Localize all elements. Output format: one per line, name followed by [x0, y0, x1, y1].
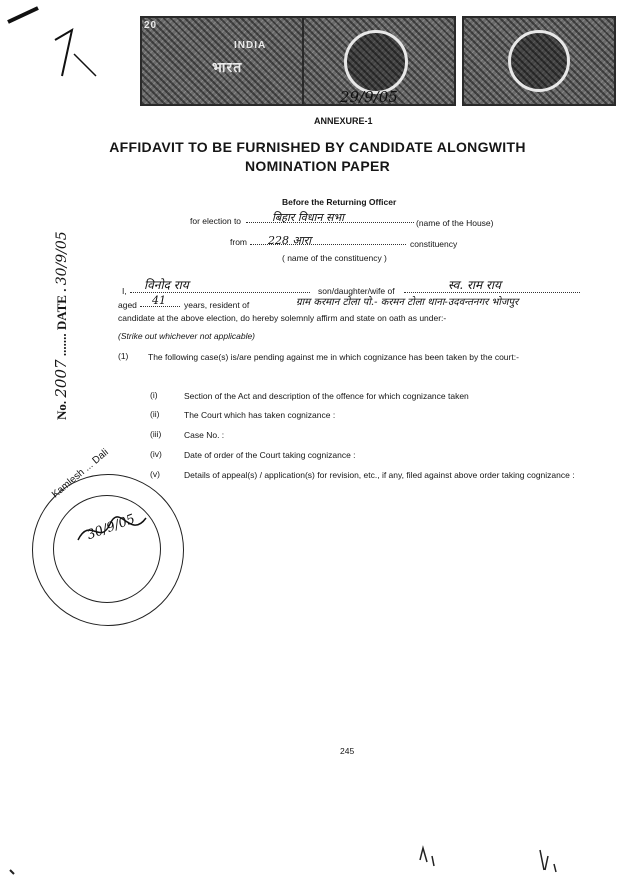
item-text: The Court which has taken cognizance : — [184, 410, 336, 420]
house-suffix: (name of the House) — [416, 218, 494, 228]
declaration-line3: candidate at the above election, do hereby solemnly affirm and state on oath as under:- — [118, 313, 447, 323]
page-number: 245 — [340, 746, 355, 756]
stamp-country: INDIA — [234, 40, 267, 51]
age-hand: 41 — [152, 294, 166, 307]
item-text: Section of the Act and description of the offence for which cognizance taken — [184, 391, 469, 401]
date-label: DATE — [54, 295, 69, 331]
section-number: (1) — [118, 351, 129, 361]
section-text: The following case(s) is/are pending against me in which cognizance has been taken by the court:- — [148, 352, 519, 362]
signature-scribble-icon — [74, 510, 154, 550]
seal-ring-text: Kamlesh ... Dali — [50, 446, 111, 501]
i-label: I, — [122, 286, 127, 296]
stamp-paper-left — [140, 16, 306, 106]
margin-serial-block: No. 2007 ....... DATE . 30/9/05 — [52, 231, 70, 420]
date-hand: 30/9/05 — [54, 231, 70, 286]
father-name-hand: स्व. राम राय — [448, 278, 501, 292]
stamp-emblem — [508, 30, 570, 92]
page-title-line2: NOMINATION PAPER — [244, 158, 391, 174]
annexure-label: ANNEXURE-1 — [314, 116, 373, 126]
page-title-line1: AFFIDAVIT TO BE FURNISHED BY CANDIDATE ALONGWITH — [109, 139, 526, 155]
relation-label: son/daughter/wife of — [318, 286, 395, 296]
seal-signature-date: 30/9/05 — [84, 511, 138, 544]
strike-note: (Strike out whichever not applicable) — [118, 331, 256, 341]
stamp-hindi-name: भारत — [212, 59, 243, 75]
pen-mark-icon — [0, 0, 110, 100]
stamp-denomination: 20 — [144, 20, 158, 31]
item-text: Date of order of the Court taking cognizance : — [184, 450, 356, 460]
aged-label: aged — [118, 300, 137, 310]
item-number: (i) — [150, 390, 158, 400]
item-text: Case No. : — [184, 430, 225, 440]
item-number: (ii) — [150, 409, 160, 419]
item-number: (iv) — [150, 449, 162, 459]
from-label: from — [230, 237, 247, 247]
stamp-hand-date: 29/9/05 — [340, 88, 398, 106]
resident-label: years, resident of — [184, 300, 250, 310]
before-returning-officer: Before the Returning Officer — [282, 197, 397, 207]
from-hand: 228 आरा — [268, 234, 312, 247]
election-label: for election to — [190, 216, 242, 226]
item-number: (iii) — [150, 429, 162, 439]
scan-noise-icon — [0, 820, 635, 877]
constituency-suffix: constituency — [410, 239, 458, 249]
candidate-name-hand: विनोद राय — [144, 278, 189, 292]
serial-hand: 2007 — [52, 359, 70, 398]
item-text: Details of appeal(s) / application(s) for revision, etc., if any, filed against above order taking cognizance : — [184, 470, 575, 480]
stamp-emblem — [344, 30, 408, 94]
constituency-note: ( name of the constituency ) — [282, 253, 387, 263]
stamp-paper-right — [462, 16, 616, 106]
serial-label: No. — [54, 400, 69, 420]
item-number: (v) — [150, 469, 160, 479]
election-hand: बिहार विधान सभा — [272, 211, 345, 224]
address-hand: ग्राम करमान टोला पो.- करमन टोला थाना-उदवन्तनगर भोजपुर — [296, 297, 519, 308]
